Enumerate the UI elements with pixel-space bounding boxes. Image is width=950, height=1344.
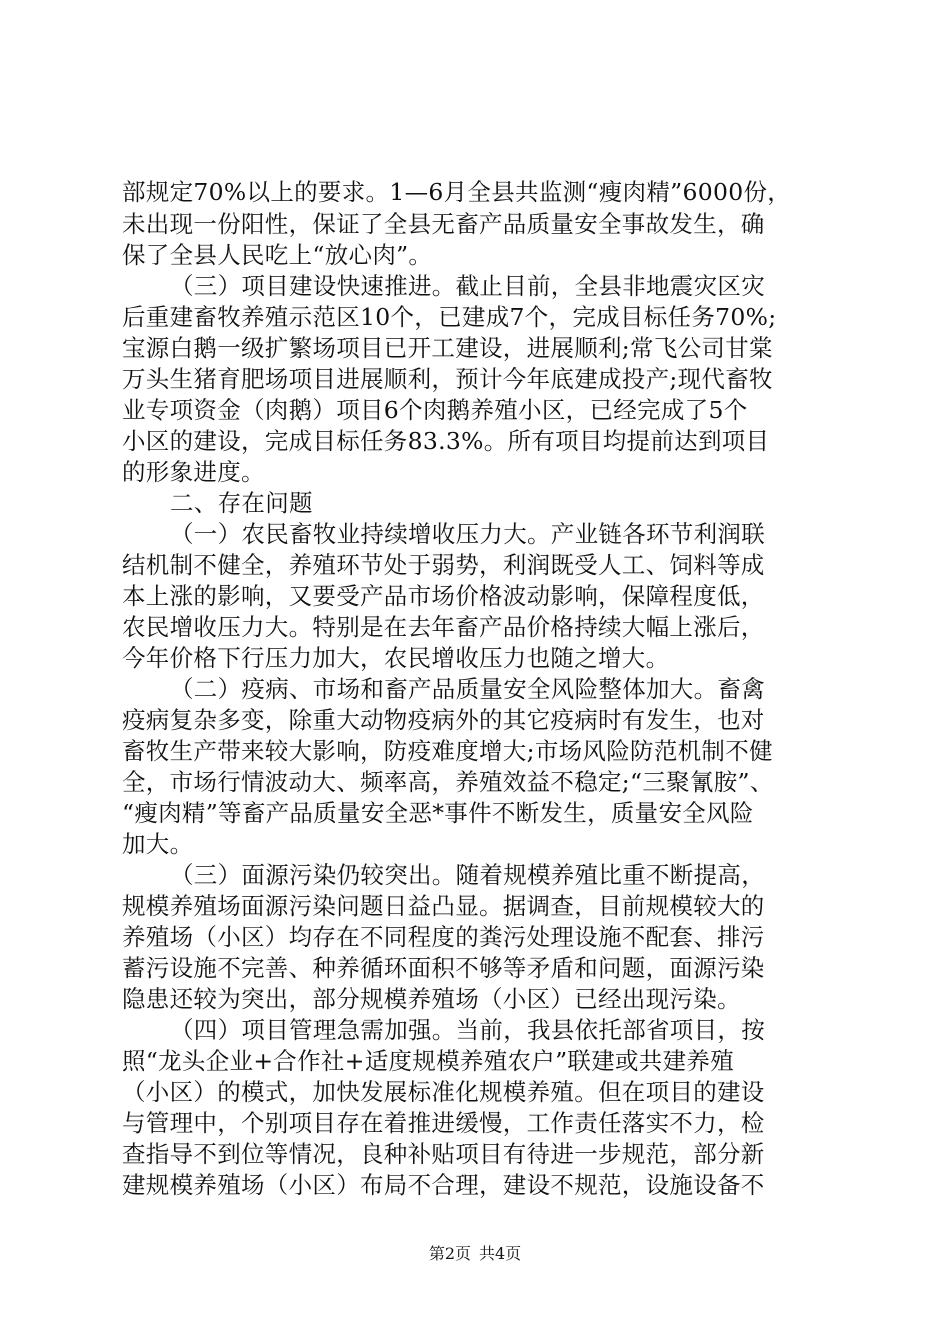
text-line: 保了全县人民吃上“放心肉”。 bbox=[122, 241, 433, 269]
text-line: 业专项资金（肉鹅）项目6个肉鹅养殖小区，已经完成了5个 bbox=[122, 396, 748, 424]
text-line: 未出现一份阳性，保证了全县无畜产品质量安全事故发生，确 bbox=[122, 210, 765, 238]
text-line: 本上涨的影响，又要受产品市场价格波动影响，保障程度低， bbox=[122, 582, 765, 610]
page-footer bbox=[0, 1244, 950, 1264]
text-line: 养殖场（小区）均存在不同程度的粪污处理设施不配套、排污 bbox=[122, 923, 765, 951]
text-line: 加大。 bbox=[122, 830, 194, 858]
text-line: 查指导不到位等情况，良种补贴项目有待进一步规范，部分新 bbox=[122, 1140, 765, 1168]
text-line: 畜牧生产带来较大影响，防疫难度增大;市场风险防范机制不健 bbox=[122, 737, 773, 765]
text-line: 农民增收压力大。特别是在去年畜产品价格持续大幅上涨后， bbox=[122, 613, 765, 641]
text-line: 万头生猪育肥场项目进展顺利，预计今年底建成投产;现代畜牧 bbox=[122, 365, 773, 393]
text-line: （四）项目管理急需加强。当前，我县依托部省项目，按 bbox=[170, 1016, 765, 1044]
text-line: （三）面源污染仍较突出。随着规模养殖比重不断提高， bbox=[170, 861, 765, 889]
page-number: 第2页 bbox=[428, 1244, 471, 1263]
text-line: 与管理中，个别项目存在着推进缓慢，工作责任落实不力，检 bbox=[122, 1109, 765, 1137]
text-line: 建规模养殖场（小区）布局不合理，建设不规范，设施设备不 bbox=[122, 1171, 765, 1199]
text-line: （小区）的模式，加快发展标准化规模养殖。但在项目的建设 bbox=[122, 1078, 765, 1106]
text-line: （三）项目建设快速推进。截止目前，全县非地震灾区灾 bbox=[170, 272, 765, 300]
page-total: 共4页 bbox=[479, 1244, 522, 1263]
text-line: 规模养殖场面源污染问题日益凸显。据调查，目前规模较大的 bbox=[122, 892, 765, 920]
text-line: 的形象进度。 bbox=[122, 458, 265, 486]
text-line: 蓄污设施不完善、种养循环面积不够等矛盾和问题，面源污染 bbox=[122, 954, 765, 982]
text-line: 疫病复杂多变，除重大动物疫病外的其它疫病时有发生，也对 bbox=[122, 706, 765, 734]
text-line: 小区的建设，完成目标任务83.3%。所有项目均提前达到项目 bbox=[122, 427, 770, 455]
text-line: 照“龙头企业+合作社+适度规模养殖农户”联建或共建养殖 bbox=[122, 1047, 735, 1075]
text-line: 部规定70%以上的要求。1—6月全县共监测“瘦肉精”6000份， bbox=[122, 178, 792, 206]
text-line: 全，市场行情波动大、频率高，养殖效益不稳定;“三聚氰胺”、 bbox=[122, 768, 774, 796]
text-line: （一）农民畜牧业持续增收压力大。产业链各环节利润联 bbox=[170, 520, 765, 548]
text-line: “瘦肉精”等畜产品质量安全恶*事件不断发生，质量安全风险 bbox=[122, 799, 754, 827]
text-line: 隐患还较为突出，部分规模养殖场（小区）已经出现污染。 bbox=[122, 985, 741, 1013]
section-heading: 二、存在问题 bbox=[170, 489, 313, 517]
text-line: 结机制不健全，养殖环节处于弱势，利润既受人工、饲料等成 bbox=[122, 551, 765, 579]
text-line: （二）疫病、市场和畜产品质量安全风险整体加大。畜禽 bbox=[170, 675, 765, 703]
text-line: 后重建畜牧养殖示范区10个，已建成7个，完成目标任务70%; bbox=[122, 303, 777, 331]
text-line: 今年价格下行压力加大，农民增收压力也随之增大。 bbox=[122, 644, 670, 672]
text-line: 宝源白鹅一级扩繁场项目已开工建设，进展顺利;常飞公司甘棠 bbox=[122, 334, 773, 362]
